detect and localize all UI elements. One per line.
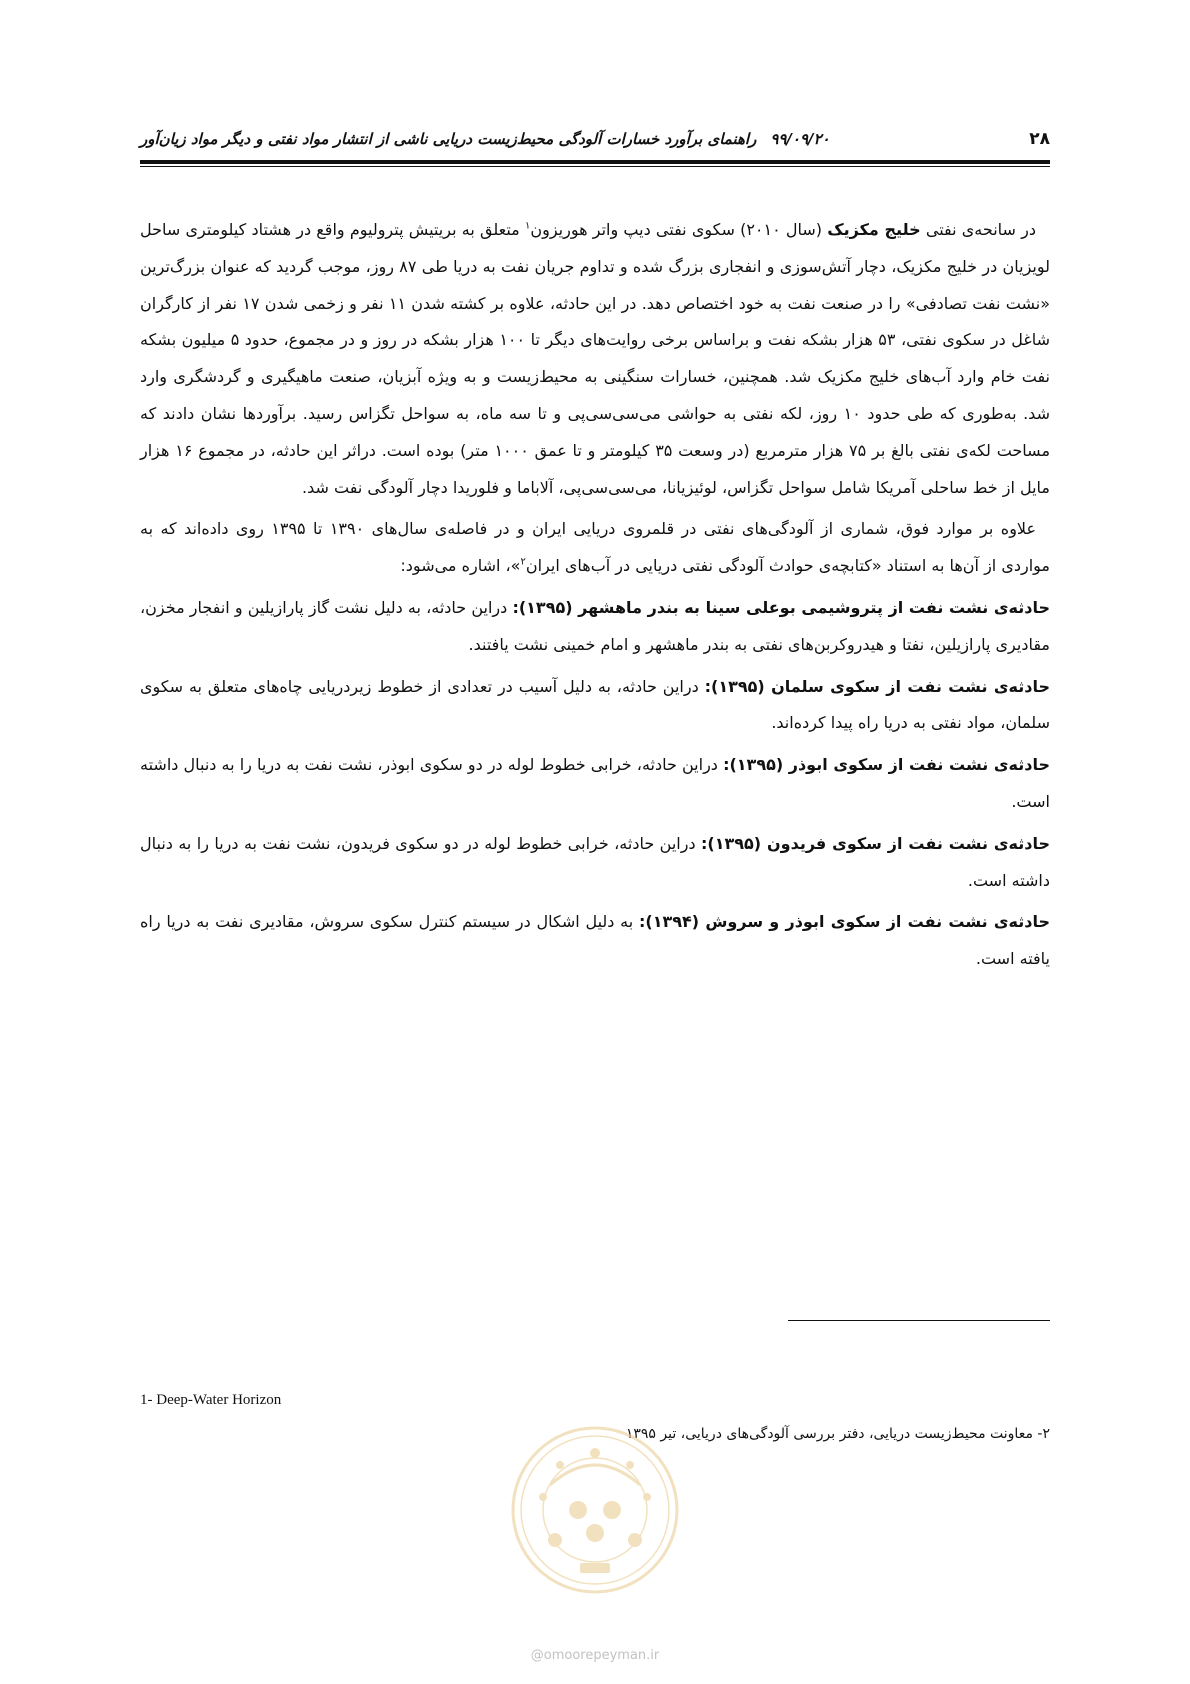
footnote-ref-1: ۱ — [524, 220, 531, 232]
incident-text: دراین حادثه، خرابی خطوط لوله در دو سکوی ابوذر، نشت نفت به دریا را به دنبال داشته است. — [140, 755, 1050, 811]
body-text — [140, 212, 1050, 983]
bold-gulf-of-mexico: خلیج مکزیک — [827, 220, 921, 239]
footnote-separator — [788, 1320, 1050, 1321]
watermark-url: @omoorepeyman.ir — [530, 1648, 660, 1663]
paragraph-iran-incidents: علاوه بر موارد فوق، شماری از آلودگی‌های نفتی در قلمروی دریایی ایران و در فاصله‌ی سال‌های ۱۳۹۰ تا ۱۳۹۵ روی داده‌اند که به مواردی از آن‌ها به استناد «کتابچه‌ی حوادث آلودگی نفتی دریایی در آب‌های ایران$^۲$»، اشاره می‌شود: — [140, 519, 1050, 576]
incident-title: حادثه‌ی نشت نفت از سکوی ابوذر و سروش (۱۳۹۴): — [638, 912, 1050, 932]
incident-text: دراین حادثه، به دلیل نشت گاز پارازیلین و انفجار مخزن، مقادیری پارازیلین، نفتا و هیدروکربن‌های نفتی به بندر ماهشهر و امام خمینی نشت یافتند. — [140, 597, 1050, 654]
header-rule-thick — [140, 160, 1050, 164]
incident-title: حادثه‌ی نشت نفت از سکوی ابوذر (۱۳۹۵): — [723, 755, 1050, 775]
incident-text: به دلیل اشکال در سیستم کنترل سکوی سروش، مقادیری نفت به دریا راه یافته است. — [140, 912, 1050, 969]
incident-title: حادثه‌ی نشت نفت از سکوی سلمان (۱۳۹۵): — [704, 676, 1050, 696]
header-rule-thin — [140, 166, 1050, 167]
incident-item — [140, 669, 1050, 743]
incident-title: حادثه‌ی نشت نفت از پتروشیمی بوعلی سینا به بندر ماهشهر (۱۳۹۵): — [512, 597, 1051, 617]
page-number: ۲۸ — [1029, 129, 1050, 149]
header-date: ۹۹/۰۹/۲۰ — [770, 130, 830, 148]
incident-item — [140, 826, 1050, 900]
incident-item — [140, 904, 1050, 978]
incident-item — [140, 747, 1050, 821]
watermark-logo-icon — [510, 1425, 680, 1595]
footnote-ref-2: ۲ — [520, 556, 526, 568]
incident-item — [140, 590, 1050, 664]
header-title: راهنمای برآورد خسارات آلودگی محیط‌زیست دریایی ناشی از انتشار مواد نفتی و دیگر مواد زیان‌آور — [140, 130, 757, 148]
incident-text: دراین حادثه، خرابی خطوط لوله در دو سکوی فریدون، نشت نفت به دریا را به دنبال داشته است. — [140, 833, 1050, 890]
incident-title: حادثه‌ی نشت نفت از سکوی فریدون (۱۳۹۵): — [700, 833, 1050, 853]
footnote-2: ۲- معاونت محیط‌زیست دریایی، دفتر بررسی آلودگی‌های دریایی، تیر ۱۳۹۵ — [625, 1426, 1050, 1442]
paragraph-gulf-of-mexico: در سانحه‌ی نفتی خلیج مکزیک (سال ۲۰۱۰) سکوی نفتی دیپ واتر هوریزون$^۱$ متعلق به بریتیش پترولیوم واقع در هشتاد کیلومتری ساحل لویزیان در خلیج مکزیک، دچار آتش‌سوزی و انفجاری بزرگ شده و تداوم جریان نفت به دریا طی ۸۷ روز، موجب گردید که عنوان بزرگ‌ترین «نشت نفت تصادفی» را در صنعت نفت به خود اختصاص دهد. در این حادثه، علاوه بر کشته شدن ۱۱ نفر و زخمی شدن ۱۷ نفر از کارگران شاغل در سکوی نفتی، ۵۳ هزار بشکه نفت و براساس برخی روایت‌های دیگر تا ۱۰۰ هزار بشکه در روز و در مجموع، حدود ۵ میلیون بشکه نفت خام وارد آب‌های خلیج مکزیک شد. همچنین، خسارات سنگینی به محیط‌زیست و به ویژه آبزیان، صنعت ماهیگیری و گردشگری وارد شد. به‌طوری که طی حدود ۱۰ روز، لکه نفتی به حواشی می‌سی‌سی‌پی و تا سه ماه، به سواحل تگزاس رسید. برآوردها نشان دادند که مساحت لکه‌ی نفتی بالغ بر ۷۵ هزار مترمربع (در وسعت ۳۵ کیلومتر و تا عمق ۱۰۰۰ متر) بوده است. دراثر این حادثه، در مجموع ۱۶ هزار مایل از خط ساحلی آمریکا شامل سواحل تگزاس، لوئیزیانا، می‌سی‌سی‌پی، آلاباما و فلوریدا دچار آلودگی نفت شد. — [140, 220, 1051, 497]
running-title — [140, 130, 830, 148]
page-header — [140, 122, 1050, 156]
footnote-1: 1- Deep-Water Horizon — [140, 1392, 282, 1408]
incident-text: دراین حادثه، به دلیل آسیب در تعدادی از خطوط زیردریایی چاه‌های متعلق به سکوی سلمان، مواد نفتی به دریا راه پیدا کرده‌اند. — [140, 676, 1050, 733]
